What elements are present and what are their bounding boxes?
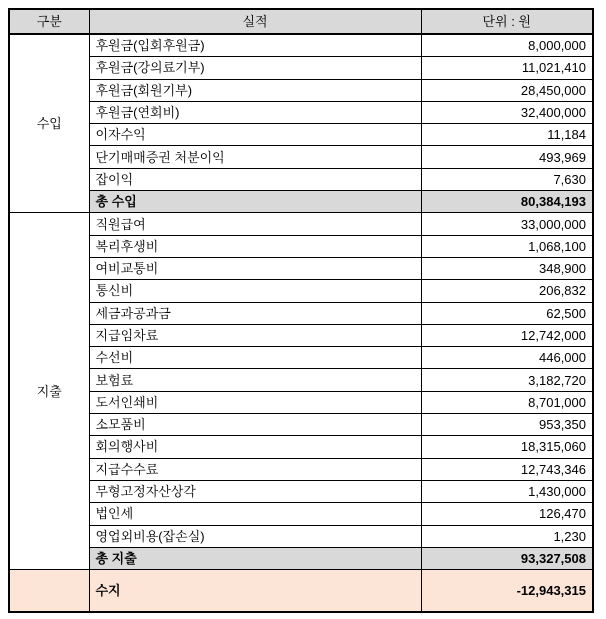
row-label: 직원급여 <box>89 213 421 235</box>
table-row <box>9 480 593 502</box>
row-label: 후원금(입회후원금) <box>89 34 421 57</box>
row-value: 12,742,000 <box>421 324 593 346</box>
balance-label: 수지 <box>89 570 421 613</box>
row-value: 1,430,000 <box>421 480 593 502</box>
row-label: 잡이익 <box>89 168 421 190</box>
row-label: 지급수수료 <box>89 458 421 480</box>
row-label: 후원금(강의료기부) <box>89 57 421 79</box>
table-row <box>9 324 593 346</box>
table-row <box>9 436 593 458</box>
row-value: 446,000 <box>421 347 593 369</box>
row-value: 8,701,000 <box>421 391 593 413</box>
row-label: 여비교통비 <box>89 257 421 279</box>
balance-value: -12,943,315 <box>421 570 593 613</box>
table-row <box>9 458 593 480</box>
row-value: 953,350 <box>421 414 593 436</box>
row-label: 도서인쇄비 <box>89 391 421 413</box>
header-row <box>9 9 593 34</box>
row-label: 후원금(연회비) <box>89 101 421 123</box>
column-header-unit: 단위 : 원 <box>421 9 593 34</box>
row-value: 3,182,720 <box>421 369 593 391</box>
table-row <box>9 257 593 279</box>
section-label-expense: 지출 <box>9 213 89 570</box>
table-row <box>9 235 593 257</box>
row-value: 32,400,000 <box>421 101 593 123</box>
table-row <box>9 168 593 190</box>
column-header-category: 구분 <box>9 9 89 34</box>
row-label: 지급임차료 <box>89 324 421 346</box>
balance-category-cell <box>9 570 89 613</box>
table-row <box>9 347 593 369</box>
table-row <box>9 213 593 235</box>
budget-table <box>8 8 594 613</box>
table-row <box>9 57 593 79</box>
row-value: 348,900 <box>421 257 593 279</box>
table-row <box>9 79 593 101</box>
row-value: 1,068,100 <box>421 235 593 257</box>
row-value: 28,450,000 <box>421 79 593 101</box>
row-label: 영업외비용(잡손실) <box>89 525 421 547</box>
table-row <box>9 34 593 57</box>
row-value: 8,000,000 <box>421 34 593 57</box>
row-value: 62,500 <box>421 302 593 324</box>
table-row <box>9 391 593 413</box>
row-value: 12,743,346 <box>421 458 593 480</box>
income-total-row <box>9 191 593 213</box>
row-label: 소모품비 <box>89 414 421 436</box>
row-label: 수선비 <box>89 347 421 369</box>
row-label: 통신비 <box>89 280 421 302</box>
table-row <box>9 302 593 324</box>
expense-total-label: 총 지출 <box>89 547 421 569</box>
income-total-label: 총 수입 <box>89 191 421 213</box>
budget-statement-page <box>8 8 594 613</box>
row-label: 단기매매증권 처분이익 <box>89 146 421 168</box>
table-row <box>9 414 593 436</box>
row-value: 206,832 <box>421 280 593 302</box>
row-label: 법인세 <box>89 503 421 525</box>
column-header-item: 실적 <box>89 9 421 34</box>
income-total-value: 80,384,193 <box>421 191 593 213</box>
row-value: 126,470 <box>421 503 593 525</box>
balance-row <box>9 570 593 613</box>
row-label: 복리후생비 <box>89 235 421 257</box>
table-row <box>9 124 593 146</box>
row-label: 후원금(회원기부) <box>89 79 421 101</box>
expense-total-row <box>9 547 593 569</box>
row-value: 11,184 <box>421 124 593 146</box>
row-label: 회의행사비 <box>89 436 421 458</box>
row-label: 이자수익 <box>89 124 421 146</box>
row-label: 세금과공과금 <box>89 302 421 324</box>
row-value: 7,630 <box>421 168 593 190</box>
section-label-income: 수입 <box>9 34 89 213</box>
table-row <box>9 146 593 168</box>
row-label: 무형고정자산상각 <box>89 480 421 502</box>
table-row <box>9 503 593 525</box>
expense-total-value: 93,327,508 <box>421 547 593 569</box>
table-row <box>9 525 593 547</box>
row-value: 18,315,060 <box>421 436 593 458</box>
row-value: 33,000,000 <box>421 213 593 235</box>
table-row <box>9 280 593 302</box>
row-label: 보험료 <box>89 369 421 391</box>
table-row <box>9 369 593 391</box>
row-value: 11,021,410 <box>421 57 593 79</box>
table-row <box>9 101 593 123</box>
row-value: 1,230 <box>421 525 593 547</box>
row-value: 493,969 <box>421 146 593 168</box>
